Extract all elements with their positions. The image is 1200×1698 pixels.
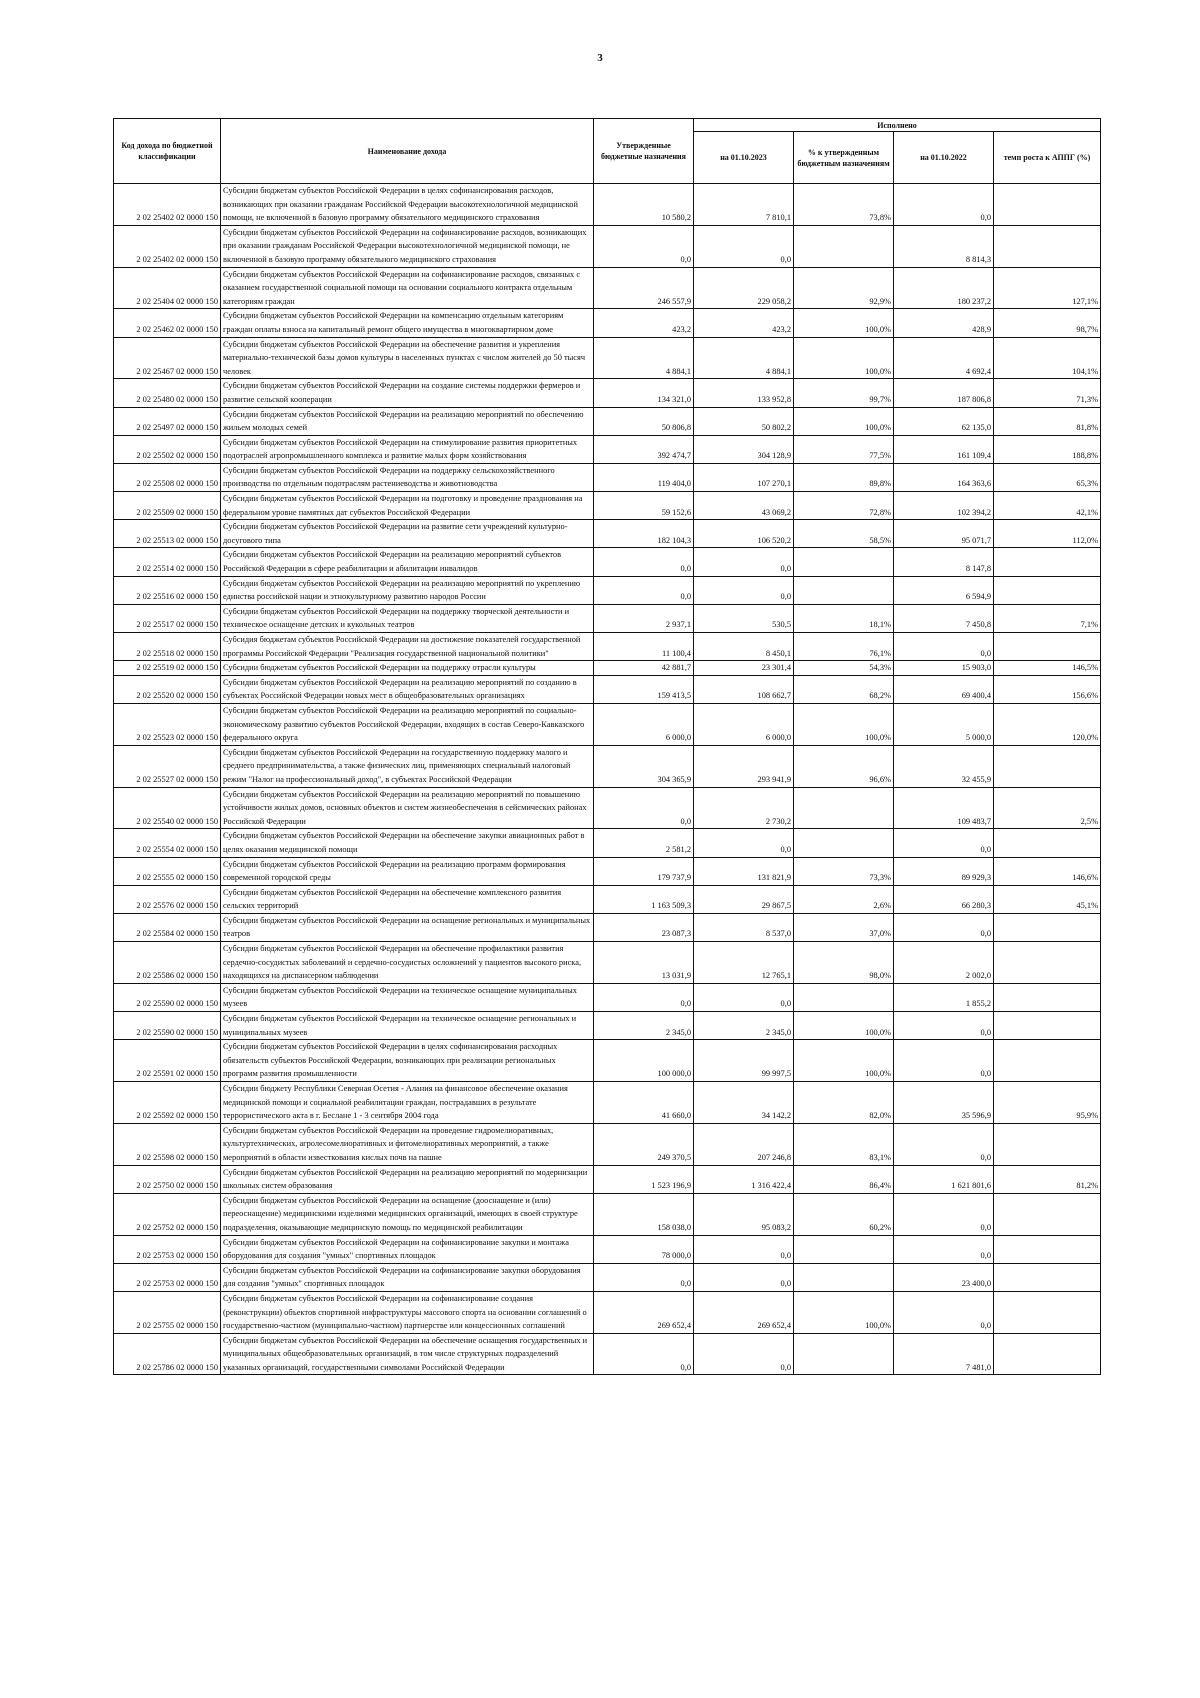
header-pct-approved: % к утвержденным бюджетным назначениям xyxy=(794,132,894,184)
cell-approved: 0,0 xyxy=(594,787,694,829)
cell-on-2022: 0,0 xyxy=(894,1123,994,1165)
cell-on-2023: 0,0 xyxy=(694,1263,794,1291)
cell-code: 2 02 25517 02 0000 150 xyxy=(114,604,221,632)
cell-name: Субсидии бюджетам субъектов Российской Федерации на проведение гидромелиоративных, культуртехнических, агролесомелиоративных и фитомелиоративных мероприятий, а также мероприятий в области известкования кислых почв на пашне xyxy=(221,1123,594,1165)
cell-pct: 76,1% xyxy=(794,633,894,661)
table-row xyxy=(114,857,1101,885)
cell-name: Субсидии бюджетам субъектов Российской Федерации на реализацию мероприятий по повышению устойчивости жилых домов, основных объектов и систем жизнеобеспечения в сейсмических районах Российской Федерации xyxy=(221,787,594,829)
cell-on-2022: 109 483,7 xyxy=(894,787,994,829)
table-row xyxy=(114,1123,1101,1165)
cell-growth: 65,3% xyxy=(994,463,1101,491)
cell-growth xyxy=(994,1123,1101,1165)
table-row xyxy=(114,225,1101,267)
cell-approved: 0,0 xyxy=(594,1333,694,1375)
cell-on-2022: 15 903,0 xyxy=(894,661,994,676)
cell-growth xyxy=(994,184,1101,226)
header-growth: темп роста к АППГ (%) xyxy=(994,132,1101,184)
cell-on-2023: 0,0 xyxy=(694,576,794,604)
cell-name: Субсидии бюджетам субъектов Российской Федерации на создание системы поддержки фермеров и развитие сельской кооперации xyxy=(221,379,594,407)
table-row xyxy=(114,337,1101,379)
cell-code: 2 02 25786 02 0000 150 xyxy=(114,1333,221,1375)
cell-approved: 13 031,9 xyxy=(594,942,694,984)
cell-name: Субсидии бюджетам субъектов Российской Федерации на софинансирование расходов, возникающих при оказании гражданам Российской Федерации высокотехнологичной медицинской помощи, не включенной в базовую программу обязательного медицинского страхования xyxy=(221,225,594,267)
table-row xyxy=(114,913,1101,941)
cell-on-2022: 0,0 xyxy=(894,1235,994,1263)
table-row xyxy=(114,1165,1101,1193)
cell-growth xyxy=(994,548,1101,576)
cell-name: Субсидия бюджетам субъектов Российской Федерации на достижение показателей государственной программы Российской Федерации "Реализация государственной национальной политики" xyxy=(221,633,594,661)
cell-growth xyxy=(994,1012,1101,1040)
cell-approved: 42 881,7 xyxy=(594,661,694,676)
cell-on-2022: 1 855,2 xyxy=(894,983,994,1011)
cell-approved: 11 100,4 xyxy=(594,633,694,661)
cell-name: Субсидии бюджетам субъектов Российской Федерации на софинансирование закупки и монтажа оборудования для создания "умных" спортивных площадок xyxy=(221,1235,594,1263)
cell-code: 2 02 25467 02 0000 150 xyxy=(114,337,221,379)
table-row xyxy=(114,1333,1101,1375)
header-on-2023: на 01.10.2023 xyxy=(694,132,794,184)
cell-approved: 249 370,5 xyxy=(594,1123,694,1165)
cell-on-2022: 1 621 801,6 xyxy=(894,1165,994,1193)
cell-approved: 304 365,9 xyxy=(594,745,694,787)
cell-on-2023: 131 821,9 xyxy=(694,857,794,885)
cell-approved: 41 660,0 xyxy=(594,1082,694,1124)
cell-code: 2 02 25404 02 0000 150 xyxy=(114,267,221,309)
cell-pct xyxy=(794,1333,894,1375)
cell-code: 2 02 25402 02 0000 150 xyxy=(114,225,221,267)
cell-approved: 119 404,0 xyxy=(594,463,694,491)
cell-on-2023: 423,2 xyxy=(694,309,794,337)
cell-on-2022: 7 481,0 xyxy=(894,1333,994,1375)
cell-approved: 23 087,3 xyxy=(594,913,694,941)
cell-name: Субсидии бюджетам субъектов Российской Федерации на софинансирование расходов, связанных с оказанием государственной социальной помощи на основании социального контракта отдельным категориям граждан xyxy=(221,267,594,309)
table-row xyxy=(114,309,1101,337)
cell-approved: 2 345,0 xyxy=(594,1012,694,1040)
cell-code: 2 02 25513 02 0000 150 xyxy=(114,520,221,548)
cell-growth xyxy=(994,633,1101,661)
table-row xyxy=(114,787,1101,829)
cell-pct: 86,4% xyxy=(794,1165,894,1193)
cell-code: 2 02 25590 02 0000 150 xyxy=(114,1012,221,1040)
cell-on-2022: 0,0 xyxy=(894,184,994,226)
cell-on-2023: 50 802,2 xyxy=(694,407,794,435)
cell-pct: 58,5% xyxy=(794,520,894,548)
cell-name: Субсидии бюджетам субъектов Российской Федерации на софинансирование закупки оборудования для создания "умных" спортивных площадок xyxy=(221,1263,594,1291)
table-row xyxy=(114,1193,1101,1235)
table-row xyxy=(114,184,1101,226)
cell-on-2023: 95 083,2 xyxy=(694,1193,794,1235)
cell-on-2023: 229 058,2 xyxy=(694,267,794,309)
cell-pct: 100,0% xyxy=(794,407,894,435)
cell-pct: 72,8% xyxy=(794,492,894,520)
cell-approved: 158 038,0 xyxy=(594,1193,694,1235)
cell-on-2022: 69 400,4 xyxy=(894,675,994,703)
cell-on-2023: 1 316 422,4 xyxy=(694,1165,794,1193)
cell-code: 2 02 25590 02 0000 150 xyxy=(114,983,221,1011)
cell-on-2023: 6 000,0 xyxy=(694,703,794,745)
cell-on-2023: 23 301,4 xyxy=(694,661,794,676)
cell-on-2022: 102 394,2 xyxy=(894,492,994,520)
cell-code: 2 02 25402 02 0000 150 xyxy=(114,184,221,226)
cell-pct: 73,3% xyxy=(794,857,894,885)
cell-code: 2 02 25755 02 0000 150 xyxy=(114,1291,221,1333)
cell-code: 2 02 25523 02 0000 150 xyxy=(114,703,221,745)
cell-approved: 2 581,2 xyxy=(594,829,694,857)
cell-pct: 54,3% xyxy=(794,661,894,676)
cell-approved: 78 000,0 xyxy=(594,1235,694,1263)
cell-growth: 71,3% xyxy=(994,379,1101,407)
cell-name: Субсидии бюджетам субъектов Российской Федерации на техническое оснащение региональных и муниципальных музеев xyxy=(221,1012,594,1040)
cell-approved: 59 152,6 xyxy=(594,492,694,520)
cell-pct xyxy=(794,829,894,857)
cell-on-2023: 133 952,8 xyxy=(694,379,794,407)
cell-code: 2 02 25540 02 0000 150 xyxy=(114,787,221,829)
cell-on-2023: 293 941,9 xyxy=(694,745,794,787)
cell-pct: 18,1% xyxy=(794,604,894,632)
cell-growth: 2,5% xyxy=(994,787,1101,829)
cell-name: Субсидии бюджетам субъектов Российской Федерации на поддержку творческой деятельности и техническое оснащение детских и кукольных театров xyxy=(221,604,594,632)
cell-code: 2 02 25555 02 0000 150 xyxy=(114,857,221,885)
header-code: Код дохода по бюджетной классификации xyxy=(114,119,221,184)
cell-code: 2 02 25508 02 0000 150 xyxy=(114,463,221,491)
header-on-2022: на 01.10.2022 xyxy=(894,132,994,184)
cell-name: Субсидии бюджетам субъектов Российской Федерации на софинансирование создания (реконструкции) объектов спортивной инфраструктуры массового спорта на основании соглашений о государственно-частном (муниципально-частном) партнерстве или концессионных соглашений xyxy=(221,1291,594,1333)
cell-approved: 1 163 509,3 xyxy=(594,885,694,913)
cell-growth: 104,1% xyxy=(994,337,1101,379)
cell-code: 2 02 25554 02 0000 150 xyxy=(114,829,221,857)
cell-on-2023: 0,0 xyxy=(694,548,794,576)
cell-name: Субсидии бюджетам субъектов Российской Федерации в целях софинансирования расходов, возникающих при оказании гражданам Российской Федерации высокотехнологичной медицинской помощи, не включенной в базовую программу обязательного медицинского страхования xyxy=(221,184,594,226)
table-row xyxy=(114,379,1101,407)
cell-pct: 82,0% xyxy=(794,1082,894,1124)
cell-pct: 100,0% xyxy=(794,1040,894,1082)
cell-on-2022: 0,0 xyxy=(894,913,994,941)
cell-approved: 0,0 xyxy=(594,548,694,576)
table-row xyxy=(114,703,1101,745)
cell-growth xyxy=(994,576,1101,604)
header-approved: Утвержденные бюджетные назначения xyxy=(594,119,694,184)
table-row xyxy=(114,492,1101,520)
cell-name: Субсидии бюджетам субъектов Российской Федерации на реализацию программ формирования современной городской среды xyxy=(221,857,594,885)
cell-code: 2 02 25480 02 0000 150 xyxy=(114,379,221,407)
cell-growth: 7,1% xyxy=(994,604,1101,632)
cell-on-2022: 180 237,2 xyxy=(894,267,994,309)
cell-on-2023: 29 867,5 xyxy=(694,885,794,913)
cell-pct xyxy=(794,787,894,829)
cell-pct: 77,5% xyxy=(794,435,894,463)
cell-pct: 100,0% xyxy=(794,1291,894,1333)
cell-name: Субсидии бюджетам субъектов Российской Федерации на реализацию мероприятий по укреплению единства российской нации и этнокультурному развитию народов России xyxy=(221,576,594,604)
cell-code: 2 02 25462 02 0000 150 xyxy=(114,309,221,337)
cell-growth: 45,1% xyxy=(994,885,1101,913)
cell-on-2022: 7 450,8 xyxy=(894,604,994,632)
cell-code: 2 02 25527 02 0000 150 xyxy=(114,745,221,787)
cell-code: 2 02 25514 02 0000 150 xyxy=(114,548,221,576)
cell-pct: 2,6% xyxy=(794,885,894,913)
cell-name: Субсидии бюджетам субъектов Российской Федерации на реализацию мероприятий по обеспечению жильем молодых семей xyxy=(221,407,594,435)
cell-code: 2 02 25516 02 0000 150 xyxy=(114,576,221,604)
cell-name: Субсидии бюджетам субъектов Российской Федерации на поддержку сельскохозяйственного производства по отдельным подотраслям растениеводства и животноводства xyxy=(221,463,594,491)
cell-on-2022: 4 692,4 xyxy=(894,337,994,379)
cell-name: Субсидии бюджетам субъектов Российской Федерации на реализацию мероприятий по социально-экономическому развитию субъектов Российской Федерации, входящих в состав Северо-Кавказского федерального округа xyxy=(221,703,594,745)
cell-on-2023: 0,0 xyxy=(694,1235,794,1263)
cell-on-2023: 269 652,4 xyxy=(694,1291,794,1333)
cell-on-2022: 428,9 xyxy=(894,309,994,337)
cell-growth: 146,5% xyxy=(994,661,1101,676)
cell-on-2022: 32 455,9 xyxy=(894,745,994,787)
table-row xyxy=(114,548,1101,576)
cell-on-2023: 99 997,5 xyxy=(694,1040,794,1082)
cell-name: Субсидии бюджетам субъектов Российской Федерации на оснащение региональных и муниципальных театров xyxy=(221,913,594,941)
cell-code: 2 02 25592 02 0000 150 xyxy=(114,1082,221,1124)
cell-on-2022: 23 400,0 xyxy=(894,1263,994,1291)
cell-approved: 246 557,9 xyxy=(594,267,694,309)
header-name: Наименование дохода xyxy=(221,119,594,184)
cell-on-2023: 0,0 xyxy=(694,983,794,1011)
cell-name: Субсидии бюджету Республики Северная Осетия - Алания на финансовое обеспечение оказания медицинской помощи и социальной реабилитации граждан, пострадавших в результате террористического акта в г. Беслане 1 - 3 сентября 2004 года xyxy=(221,1082,594,1124)
table-row xyxy=(114,1263,1101,1291)
cell-growth: 120,0% xyxy=(994,703,1101,745)
cell-pct: 100,0% xyxy=(794,703,894,745)
cell-approved: 134 321,0 xyxy=(594,379,694,407)
table-row xyxy=(114,1040,1101,1082)
cell-approved: 392 474,7 xyxy=(594,435,694,463)
cell-growth: 81,2% xyxy=(994,1165,1101,1193)
table-row xyxy=(114,633,1101,661)
cell-on-2023: 207 246,8 xyxy=(694,1123,794,1165)
cell-code: 2 02 25752 02 0000 150 xyxy=(114,1193,221,1235)
cell-on-2023: 0,0 xyxy=(694,1333,794,1375)
cell-on-2022: 89 929,3 xyxy=(894,857,994,885)
cell-growth: 146,6% xyxy=(994,857,1101,885)
cell-code: 2 02 25519 02 0000 150 xyxy=(114,661,221,676)
cell-on-2023: 0,0 xyxy=(694,829,794,857)
table-row xyxy=(114,1235,1101,1263)
cell-approved: 0,0 xyxy=(594,983,694,1011)
cell-on-2023: 8 450,1 xyxy=(694,633,794,661)
table-row xyxy=(114,1291,1101,1333)
cell-on-2023: 2 345,0 xyxy=(694,1012,794,1040)
table-row xyxy=(114,675,1101,703)
cell-pct xyxy=(794,548,894,576)
cell-name: Субсидии бюджетам субъектов Российской Федерации на государственную поддержку малого и среднего предпринимательства, а также физических лиц, применяющих специальный налоговый режим "Налог на профессиональный доход", в субъектах Российской Федерации xyxy=(221,745,594,787)
cell-on-2023: 108 662,7 xyxy=(694,675,794,703)
cell-code: 2 02 25520 02 0000 150 xyxy=(114,675,221,703)
cell-pct: 60,2% xyxy=(794,1193,894,1235)
cell-growth: 42,1% xyxy=(994,492,1101,520)
cell-growth xyxy=(994,1235,1101,1263)
cell-name: Субсидии бюджетам субъектов Российской Федерации на компенсацию отдельным категориям граждан оплаты взноса на капитальный ремонт общего имущества в многоквартирном доме xyxy=(221,309,594,337)
cell-pct: 89,8% xyxy=(794,463,894,491)
cell-approved: 0,0 xyxy=(594,225,694,267)
cell-approved: 182 104,3 xyxy=(594,520,694,548)
cell-approved: 10 580,2 xyxy=(594,184,694,226)
cell-growth: 98,7% xyxy=(994,309,1101,337)
cell-approved: 50 806,8 xyxy=(594,407,694,435)
cell-on-2023: 530,5 xyxy=(694,604,794,632)
table-row xyxy=(114,829,1101,857)
cell-approved: 100 000,0 xyxy=(594,1040,694,1082)
cell-approved: 0,0 xyxy=(594,1263,694,1291)
cell-growth xyxy=(994,1291,1101,1333)
cell-name: Субсидии бюджетам субъектов Российской Федерации на реализацию мероприятий по модернизации школьных систем образования xyxy=(221,1165,594,1193)
cell-on-2023: 4 884,1 xyxy=(694,337,794,379)
cell-growth xyxy=(994,1263,1101,1291)
cell-on-2023: 8 537,0 xyxy=(694,913,794,941)
cell-name: Субсидии бюджетам субъектов Российской Федерации на обеспечение профилактики развития сердечно-сосудистых заболеваний и сердечно-сосудистых осложнений у пациентов высокого риска, находящихся на диспансерном наблюдении xyxy=(221,942,594,984)
cell-code: 2 02 25750 02 0000 150 xyxy=(114,1165,221,1193)
cell-code: 2 02 25502 02 0000 150 xyxy=(114,435,221,463)
cell-name: Субсидии бюджетам субъектов Российской Федерации на оснащение (дооснащение и (или) переоснащение) медицинскими изделиями медицинских организаций, имеющих в своей структуре подразделения, оказывающие медицинскую помощь по медицинской реабилитации xyxy=(221,1193,594,1235)
cell-name: Субсидии бюджетам субъектов Российской Федерации на обеспечение развития и укрепления материально-технической базы домов культуры в населенных пунктах с числом жителей до 50 тысяч человек xyxy=(221,337,594,379)
cell-approved: 6 000,0 xyxy=(594,703,694,745)
table-row xyxy=(114,576,1101,604)
cell-growth xyxy=(994,829,1101,857)
cell-code: 2 02 25518 02 0000 150 xyxy=(114,633,221,661)
cell-name: Субсидии бюджетам субъектов Российской Федерации на реализацию мероприятий по созданию в субъектах Российской Федерации новых мест в общеобразовательных организациях xyxy=(221,675,594,703)
cell-growth: 188,8% xyxy=(994,435,1101,463)
cell-code: 2 02 25509 02 0000 150 xyxy=(114,492,221,520)
cell-pct: 100,0% xyxy=(794,1012,894,1040)
cell-on-2022: 187 806,8 xyxy=(894,379,994,407)
cell-name: Субсидии бюджетам субъектов Российской Федерации на обеспечение закупки авиационных работ в целях оказания медицинской помощи xyxy=(221,829,594,857)
table-row xyxy=(114,520,1101,548)
cell-approved: 179 737,9 xyxy=(594,857,694,885)
cell-growth xyxy=(994,913,1101,941)
cell-on-2022: 66 280,3 xyxy=(894,885,994,913)
cell-name: Субсидии бюджетам субъектов Российской Федерации на реализацию мероприятий субъектов Российской Федерации в сфере реабилитации и абилитации инвалидов xyxy=(221,548,594,576)
cell-on-2023: 107 270,1 xyxy=(694,463,794,491)
cell-name: Субсидии бюджетам субъектов Российской Федерации на техническое оснащение муниципальных музеев xyxy=(221,983,594,1011)
table-row xyxy=(114,463,1101,491)
cell-pct: 96,6% xyxy=(794,745,894,787)
budget-table xyxy=(113,118,1101,1375)
cell-pct: 98,0% xyxy=(794,942,894,984)
header-executed: Исполнено xyxy=(694,119,1101,132)
cell-approved: 4 884,1 xyxy=(594,337,694,379)
cell-on-2022: 6 594,9 xyxy=(894,576,994,604)
cell-pct: 83,1% xyxy=(794,1123,894,1165)
cell-growth: 81,8% xyxy=(994,407,1101,435)
table-row xyxy=(114,435,1101,463)
cell-growth: 112,0% xyxy=(994,520,1101,548)
cell-growth: 127,1% xyxy=(994,267,1101,309)
table-row xyxy=(114,983,1101,1011)
table-row xyxy=(114,267,1101,309)
cell-pct: 73,8% xyxy=(794,184,894,226)
cell-pct: 92,9% xyxy=(794,267,894,309)
cell-on-2023: 43 069,2 xyxy=(694,492,794,520)
table-row xyxy=(114,745,1101,787)
cell-name: Субсидии бюджетам субъектов Российской Федерации на обеспечение оснащения государственных и муниципальных общеобразовательных организаций, в том числе структурных подразделений указанных организаций, государственными символами Российской Федерации xyxy=(221,1333,594,1375)
cell-on-2023: 0,0 xyxy=(694,225,794,267)
cell-code: 2 02 25591 02 0000 150 xyxy=(114,1040,221,1082)
cell-code: 2 02 25576 02 0000 150 xyxy=(114,885,221,913)
cell-on-2022: 0,0 xyxy=(894,1012,994,1040)
cell-approved: 1 523 196,9 xyxy=(594,1165,694,1193)
cell-growth xyxy=(994,983,1101,1011)
table-row xyxy=(114,1012,1101,1040)
cell-on-2022: 161 109,4 xyxy=(894,435,994,463)
cell-pct: 100,0% xyxy=(794,309,894,337)
cell-on-2023: 2 730,2 xyxy=(694,787,794,829)
cell-growth xyxy=(994,1040,1101,1082)
cell-on-2022: 0,0 xyxy=(894,829,994,857)
cell-on-2023: 34 142,2 xyxy=(694,1082,794,1124)
cell-approved: 269 652,4 xyxy=(594,1291,694,1333)
cell-growth xyxy=(994,1193,1101,1235)
cell-growth xyxy=(994,745,1101,787)
cell-on-2022: 95 071,7 xyxy=(894,520,994,548)
cell-pct: 100,0% xyxy=(794,337,894,379)
cell-growth: 95,9% xyxy=(994,1082,1101,1124)
cell-approved: 2 937,1 xyxy=(594,604,694,632)
cell-on-2022: 164 363,6 xyxy=(894,463,994,491)
cell-pct xyxy=(794,1235,894,1263)
cell-on-2022: 0,0 xyxy=(894,1193,994,1235)
cell-pct xyxy=(794,983,894,1011)
table-row xyxy=(114,942,1101,984)
cell-name: Субсидии бюджетам субъектов Российской Федерации в целях софинансирования расходных обязательств субъектов Российской Федерации, возникающих при реализации региональных программ развития промышленности xyxy=(221,1040,594,1082)
table-body xyxy=(114,184,1101,1375)
cell-on-2022: 62 135,0 xyxy=(894,407,994,435)
cell-code: 2 02 25753 02 0000 150 xyxy=(114,1263,221,1291)
table-row xyxy=(114,1082,1101,1124)
cell-name: Субсидии бюджетам субъектов Российской Федерации на стимулирование развития приоритетных подотраслей агропромышленного комплекса и развитие малых форм хозяйствования xyxy=(221,435,594,463)
cell-pct xyxy=(794,576,894,604)
cell-on-2023: 304 128,9 xyxy=(694,435,794,463)
cell-name: Субсидии бюджетам субъектов Российской Федерации на развитие сети учреждений культурно-досугового типа xyxy=(221,520,594,548)
cell-on-2022: 0,0 xyxy=(894,633,994,661)
cell-on-2022: 8 147,8 xyxy=(894,548,994,576)
page-number: 3 xyxy=(597,52,603,64)
cell-name: Субсидии бюджетам субъектов Российской Федерации на поддержку отрасли культуры xyxy=(221,661,594,676)
table-row xyxy=(114,661,1101,676)
cell-code: 2 02 25753 02 0000 150 xyxy=(114,1235,221,1263)
cell-code: 2 02 25598 02 0000 150 xyxy=(114,1123,221,1165)
cell-pct xyxy=(794,1263,894,1291)
cell-on-2023: 12 765,1 xyxy=(694,942,794,984)
cell-pct xyxy=(794,225,894,267)
cell-approved: 0,0 xyxy=(594,576,694,604)
cell-on-2023: 7 810,1 xyxy=(694,184,794,226)
cell-on-2022: 35 596,9 xyxy=(894,1082,994,1124)
cell-code: 2 02 25584 02 0000 150 xyxy=(114,913,221,941)
table-row xyxy=(114,407,1101,435)
cell-on-2023: 106 520,2 xyxy=(694,520,794,548)
cell-code: 2 02 25497 02 0000 150 xyxy=(114,407,221,435)
cell-growth xyxy=(994,225,1101,267)
cell-approved: 159 413,5 xyxy=(594,675,694,703)
cell-on-2022: 0,0 xyxy=(894,1291,994,1333)
cell-on-2022: 5 000,0 xyxy=(894,703,994,745)
cell-pct: 99,7% xyxy=(794,379,894,407)
cell-growth: 156,6% xyxy=(994,675,1101,703)
cell-growth xyxy=(994,942,1101,984)
table-row xyxy=(114,885,1101,913)
cell-on-2022: 0,0 xyxy=(894,1040,994,1082)
cell-pct: 37,0% xyxy=(794,913,894,941)
cell-on-2022: 2 002,0 xyxy=(894,942,994,984)
cell-code: 2 02 25586 02 0000 150 xyxy=(114,942,221,984)
cell-on-2022: 8 814,3 xyxy=(894,225,994,267)
cell-pct: 68,2% xyxy=(794,675,894,703)
cell-approved: 423,2 xyxy=(594,309,694,337)
table-row xyxy=(114,604,1101,632)
cell-growth xyxy=(994,1333,1101,1375)
cell-name: Субсидии бюджетам субъектов Российской Федерации на обеспечение комплексного развития сельских территорий xyxy=(221,885,594,913)
cell-name: Субсидии бюджетам субъектов Российской Федерации на подготовку и проведение празднования на федеральном уровне памятных дат субъектов Российской Федерации xyxy=(221,492,594,520)
